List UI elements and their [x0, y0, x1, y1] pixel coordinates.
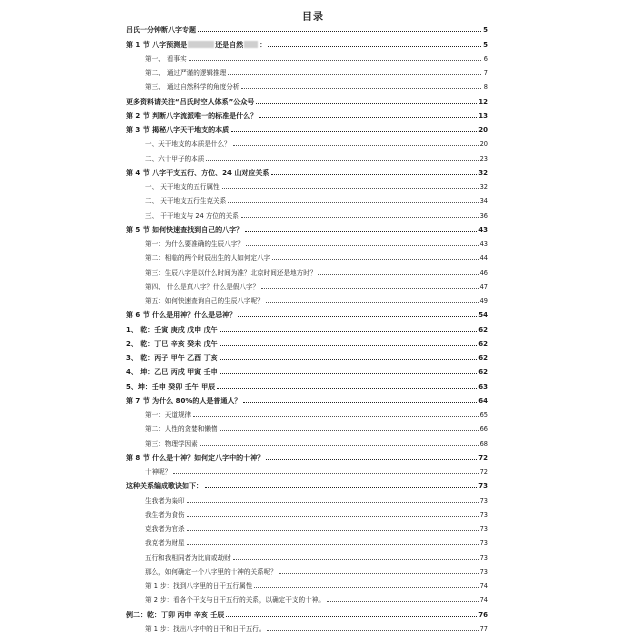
redacted-text — [188, 41, 214, 48]
toc-entry[interactable] — [126, 419, 488, 433]
toc-entry-label: 第三：物理学因素 — [145, 439, 198, 448]
toc-dot-leader — [228, 74, 481, 75]
toc-entry-text — [145, 69, 227, 77]
toc-page-number: 74 — [479, 596, 488, 605]
toc-page-number: 43 — [478, 225, 488, 234]
toc-entry-label-continued: 还是自然 — [215, 40, 244, 49]
toc-entry[interactable] — [126, 547, 488, 561]
toc-entry-text — [145, 283, 260, 291]
toc-dot-leader — [187, 516, 479, 517]
toc-entry[interactable] — [126, 576, 488, 590]
toc-entry-text — [126, 169, 270, 177]
toc-entry-text — [145, 554, 232, 562]
table-of-contents — [126, 20, 488, 633]
toc-entry-text — [145, 55, 188, 63]
toc-entry[interactable] — [126, 519, 488, 533]
toc-entry-text — [145, 240, 245, 248]
toc-page-number: 13 — [478, 111, 488, 120]
toc-entry-label: 第 4 节 八字干支五行、方位、24 山对应关系 — [126, 168, 270, 177]
toc-dot-leader — [233, 145, 479, 146]
toc-page-number: 20 — [478, 126, 488, 134]
toc-entry-label: 一、天干地支的本质是什么？ — [145, 140, 231, 149]
toc-dot-leader — [238, 316, 477, 317]
toc-dot-leader — [268, 46, 481, 47]
toc-page-number: 5 — [483, 40, 488, 49]
toc-entry-label: 生我者为枭印 — [145, 496, 185, 505]
toc-entry-label: 我克者为财星 — [145, 539, 185, 548]
toc-dot-leader — [187, 530, 479, 531]
toc-page-number: 44 — [479, 254, 488, 263]
toc-page-number: 6 — [483, 54, 488, 63]
toc-dot-leader — [193, 416, 478, 417]
toc-dot-leader — [187, 544, 479, 545]
toc-entry[interactable] — [126, 34, 488, 48]
toc-dot-leader — [271, 174, 477, 175]
toc-dot-leader — [272, 259, 478, 260]
toc-entry-label: 第三：生辰八字是以什么时间为准？北京时间还是地方时？ — [145, 268, 317, 277]
toc-entry[interactable] — [126, 505, 488, 519]
toc-page-number: 73 — [479, 539, 488, 548]
toc-entry[interactable] — [126, 433, 488, 447]
toc-entry-text — [145, 411, 192, 419]
toc-page-number: 62 — [478, 325, 488, 334]
toc-page-number: 73 — [479, 510, 488, 519]
toc-dot-leader — [220, 359, 478, 360]
toc-page-number: 76 — [478, 610, 488, 619]
toc-entry[interactable] — [126, 305, 488, 319]
toc-dot-leader — [233, 559, 479, 560]
toc-entry-label: 第一：天道规律 — [145, 411, 192, 419]
toc-entry[interactable] — [126, 362, 488, 376]
toc-page-number: 49 — [479, 297, 488, 305]
toc-page-number: 43 — [479, 240, 488, 248]
toc-entry[interactable] — [126, 234, 488, 248]
toc-entry[interactable] — [126, 391, 488, 405]
toc-entry-label: 二、 天干地支五行生克关系 — [145, 197, 227, 206]
toc-dot-leader — [266, 459, 477, 460]
toc-page-number: 77 — [479, 624, 488, 633]
toc-page-number: 7 — [483, 69, 488, 77]
toc-entry-text — [126, 354, 219, 362]
toc-entry-label: 第一、 看事实 — [145, 54, 187, 63]
toc-page-number: 62 — [478, 354, 488, 362]
toc-page-number: 68 — [479, 439, 488, 448]
toc-entry-text — [126, 340, 219, 348]
toc-dot-leader — [205, 487, 477, 488]
toc-dot-leader — [245, 231, 477, 232]
toc-entry-text — [145, 197, 227, 205]
toc-entry-label: 第 2 步：看各个干支与日干五行的关系，以确定干支的十神。 — [145, 596, 325, 605]
toc-entry-label: 第 2 节 判断八字流派唯一的标准是什么？ — [126, 111, 258, 120]
toc-entry-label: 更多资料请关注“吕氏时空人体系”公众号 — [126, 97, 255, 106]
toc-entry[interactable] — [126, 191, 488, 205]
toc-dot-leader — [222, 188, 479, 189]
toc-entry-label: 吕氏一分钟断八字专题 — [126, 26, 196, 35]
toc-page-number: 66 — [479, 425, 488, 434]
toc-page-number: 73 — [478, 482, 488, 491]
toc-entry-label: 4、 坤：乙巳 丙戌 甲寅 壬申 — [126, 368, 218, 377]
toc-entry-label: 这种关系编成歌诀如下： — [126, 482, 203, 491]
toc-dot-leader — [267, 630, 478, 631]
toc-entry-text — [145, 254, 271, 262]
toc-entry-text — [126, 482, 204, 490]
toc-entry[interactable] — [126, 376, 488, 390]
toc-entry-text — [145, 511, 186, 519]
toc-entry-label-end: ： — [259, 40, 267, 49]
toc-dot-leader — [241, 88, 481, 89]
toc-page-number: 8 — [483, 83, 488, 92]
toc-dot-leader — [243, 402, 477, 403]
toc-page-number: 73 — [479, 525, 488, 533]
toc-page-number: 5 — [483, 26, 488, 35]
toc-entry[interactable] — [126, 334, 488, 348]
toc-entry-label: 2、 乾：丁巳 辛亥 癸未 戊午 — [126, 339, 218, 348]
toc-entry[interactable] — [126, 533, 488, 547]
toc-page-number: 36 — [479, 211, 488, 220]
toc-entry[interactable] — [126, 134, 488, 148]
toc-entry-text — [126, 26, 197, 34]
toc-entry-label: 第二：人性的贪婪和懒惰 — [145, 425, 218, 434]
toc-entry-label: 1、 乾：壬寅 庚戌 戊申 戊午 — [126, 325, 218, 334]
toc-entry-label: 克我者为官杀 — [145, 525, 185, 533]
toc-entry[interactable] — [126, 77, 488, 91]
toc-dot-leader — [198, 31, 481, 32]
toc-entry-label: 第 1 节 八字预测是 — [126, 40, 188, 49]
toc-entry-text — [126, 368, 219, 376]
toc-dot-leader — [189, 60, 481, 61]
toc-entry-label: 那么，如何确定一个八字里的十神的关系呢？ — [145, 567, 277, 576]
toc-page-number: 74 — [479, 582, 488, 590]
toc-entry-text — [126, 611, 225, 619]
toc-entry-text — [126, 397, 242, 405]
toc-dot-leader — [259, 117, 477, 118]
toc-page-number: 64 — [478, 396, 488, 405]
toc-entry-text — [145, 269, 317, 277]
toc-entry[interactable] — [126, 490, 488, 504]
toc-entry-text — [126, 98, 255, 106]
toc-entry-label: 第 5 节 如何快速查找到自己的八字？ — [126, 225, 244, 234]
toc-entry-label: 第 1 步：找出八字中的日干和日干五行。 — [145, 624, 266, 633]
toc-dot-leader — [200, 445, 479, 446]
toc-entry[interactable] — [126, 205, 488, 219]
toc-entry-label: 我生者为食伤 — [145, 510, 185, 519]
toc-entry[interactable] — [126, 148, 488, 162]
toc-page-number: 54 — [478, 311, 488, 320]
toc-page-number: 32 — [478, 168, 488, 177]
toc-page-number: 32 — [479, 183, 488, 191]
toc-page-number: 46 — [479, 268, 488, 277]
toc-entry-text — [126, 383, 216, 391]
toc-entry[interactable] — [126, 319, 488, 333]
toc-entry[interactable] — [126, 20, 488, 34]
toc-entry-label: 3、 乾：丙子 甲午 乙酉 丁亥 — [126, 354, 218, 362]
toc-page-number: 12 — [478, 97, 488, 106]
toc-entry-text — [145, 568, 278, 576]
toc-entry[interactable] — [126, 476, 488, 490]
toc-entry[interactable] — [126, 106, 488, 120]
toc-entry-label: 五行和我相同者为比肩或劫财 — [145, 553, 231, 562]
toc-entry[interactable] — [126, 291, 488, 305]
toc-entry[interactable] — [126, 462, 488, 476]
toc-page-number: 47 — [479, 282, 488, 291]
toc-page-number: 23 — [479, 154, 488, 163]
toc-entry-text — [145, 539, 186, 547]
toc-entry[interactable] — [126, 405, 488, 419]
toc-entry-label: 十神呢？ — [145, 468, 172, 476]
toc-page-number: 65 — [479, 411, 488, 419]
toc-dot-leader — [256, 103, 477, 104]
toc-entry-label: 三、 干干地支与 24 方位的关系 — [145, 211, 239, 220]
toc-dot-leader — [327, 601, 479, 602]
toc-entry-text — [145, 425, 219, 433]
toc-page-number: 62 — [478, 339, 488, 348]
toc-entry-label: 第二、 通过严谨的逻辑推理 — [145, 69, 227, 77]
toc-entry-text — [145, 140, 232, 148]
toc-dot-leader — [226, 616, 477, 617]
toc-dot-leader — [220, 430, 479, 431]
toc-entry-text — [126, 311, 237, 319]
toc-entry-text — [126, 226, 244, 234]
toc-dot-leader — [217, 388, 477, 389]
toc-dot-leader — [173, 473, 478, 474]
toc-dot-leader — [318, 274, 478, 275]
toc-dot-leader — [246, 245, 479, 246]
toc-entry[interactable] — [126, 63, 488, 77]
toc-entry[interactable] — [126, 220, 488, 234]
toc-entry-text — [126, 126, 230, 134]
toc-dot-leader — [228, 202, 478, 203]
toc-page-number: 73 — [479, 553, 488, 562]
toc-entry-text — [145, 497, 186, 505]
toc-entry-label: 第二：相临的两个时辰出生的人如何定八字 — [145, 254, 271, 263]
toc-page-number: 72 — [478, 453, 488, 462]
toc-page-number: 20 — [479, 140, 488, 149]
toc-entry-text — [145, 83, 240, 91]
toc-dot-leader — [206, 160, 478, 161]
toc-entry-text — [145, 440, 199, 448]
toc-dot-leader — [220, 345, 478, 346]
toc-entry-label: 第 8 节 什么是十神？如何定八字中的十神？ — [126, 453, 265, 462]
toc-entry-label: 一、 天干地支的五行属性 — [145, 183, 220, 191]
toc-entry-label: 第三、 通过自然科学的角度分析 — [145, 83, 240, 92]
toc-page-number: 73 — [479, 567, 488, 576]
toc-entry-text — [145, 212, 240, 220]
toc-entry-label: 5、坤：壬申 癸卯 壬午 甲辰 — [126, 382, 216, 391]
toc-entry-label: 第四、 什么是真八字？什么是假八字？ — [145, 282, 260, 291]
toc-page-number: 63 — [478, 382, 488, 391]
toc-entry[interactable] — [126, 120, 488, 134]
toc-entry-label: 例二：乾：丁卯 丙申 辛亥 壬辰 — [126, 610, 225, 619]
toc-entry-text — [145, 183, 221, 191]
toc-entry-label: 第五：如何快速查询自己的生辰八字呢？ — [145, 297, 264, 305]
toc-dot-leader — [266, 302, 479, 303]
toc-title: 目录 — [302, 12, 324, 23]
toc-page-number: 34 — [479, 197, 488, 206]
toc-entry-text — [126, 454, 265, 462]
toc-entry-text — [126, 326, 219, 334]
toc-entry-text — [145, 582, 253, 590]
toc-entry-label: 第 1 步：找到八字里的日干五行属性 — [145, 582, 253, 590]
toc-entry[interactable] — [126, 163, 488, 177]
toc-entry[interactable] — [126, 590, 488, 604]
toc-page-number: 73 — [479, 496, 488, 505]
toc-dot-leader — [220, 373, 478, 374]
toc-entry-label: 第 3 节 揭秘八字天干地支的本质 — [126, 126, 230, 134]
toc-dot-leader — [241, 217, 479, 218]
toc-entry[interactable] — [126, 91, 488, 105]
toc-entry-text — [145, 297, 265, 305]
toc-page-number: 72 — [479, 468, 488, 476]
toc-dot-leader — [231, 131, 477, 132]
toc-entry[interactable] — [126, 262, 488, 276]
toc-dot-leader — [187, 502, 479, 503]
toc-entry[interactable] — [126, 448, 488, 462]
toc-dot-leader — [220, 331, 478, 332]
toc-entry-label: 二、六十甲子的本质 — [145, 154, 205, 163]
toc-entry-label: 第 7 节 为什么 80%的人是普通人？ — [126, 396, 242, 405]
toc-entry[interactable] — [126, 562, 488, 576]
toc-dot-leader — [279, 573, 479, 574]
toc-dot-leader — [261, 288, 478, 289]
toc-entry-text — [126, 112, 258, 120]
toc-dot-leader — [254, 587, 478, 588]
toc-entry[interactable] — [126, 49, 488, 63]
toc-page-number: 62 — [478, 368, 488, 377]
redacted-text — [244, 41, 258, 48]
toc-entry-text — [145, 468, 172, 476]
toc-entry-text — [145, 596, 326, 604]
toc-entry-text — [145, 525, 186, 533]
toc-entry[interactable] — [126, 348, 488, 362]
toc-entry-text — [126, 41, 267, 49]
toc-entry[interactable] — [126, 604, 488, 618]
toc-entry-label: 第一：为什么要准确的生辰八字？ — [145, 240, 244, 248]
toc-entry[interactable] — [126, 177, 488, 191]
toc-entry-text — [145, 155, 205, 163]
toc-entry[interactable] — [126, 248, 488, 262]
toc-entry[interactable] — [126, 277, 488, 291]
toc-entry-label: 第 6 节 什么是用神？什么是忌神？ — [126, 311, 237, 320]
